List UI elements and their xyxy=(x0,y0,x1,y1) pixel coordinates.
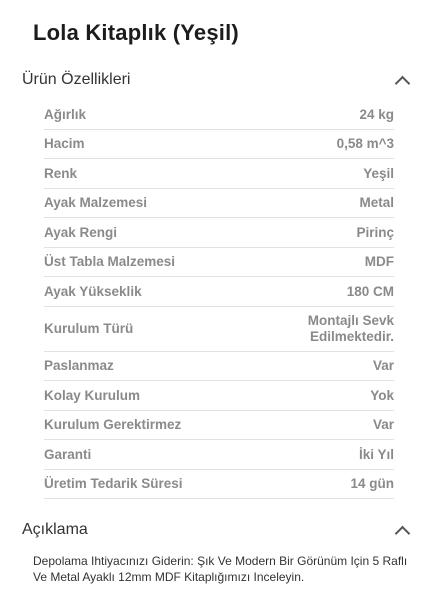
spec-key: Üst Tabla Malzemesi xyxy=(44,254,176,270)
chevron-up-icon[interactable] xyxy=(395,75,411,91)
spec-key: Kurulum Türü xyxy=(44,321,134,336)
spec-key: Ağırlık xyxy=(44,106,87,122)
description-text: Depolama Ihtiyacınızı Giderin: Şık Ve Modern Bir Görünüm Için 5 Raflı Ve Metal Ayaklı 12mm MDF Kitaplığımızı Inceleyin. xyxy=(33,554,408,584)
spec-row xyxy=(44,159,394,189)
spec-row xyxy=(44,248,394,278)
description-section-header[interactable] xyxy=(22,516,412,544)
spec-value: Yok xyxy=(370,387,394,403)
spec-value: Metal xyxy=(359,195,394,211)
spec-key: Ayak Yükseklik xyxy=(44,283,142,299)
spec-value: Pirinç xyxy=(356,224,394,240)
spec-value: 14 gün xyxy=(350,476,394,492)
spec-value: 24 kg xyxy=(359,106,394,122)
description-section-label: Açıklama xyxy=(22,521,88,538)
specs-table xyxy=(44,100,394,499)
spec-row xyxy=(44,130,394,160)
spec-value: Montajlı Sevk Edilmektedir. xyxy=(307,312,394,344)
spec-row xyxy=(44,411,394,441)
spec-row xyxy=(44,440,394,470)
spec-key: Paslanmaz xyxy=(44,358,114,374)
spec-row xyxy=(44,307,394,352)
spec-value: Var xyxy=(372,417,394,433)
spec-value: 180 CM xyxy=(346,283,394,299)
spec-value: 0,58 m^3 xyxy=(336,136,394,152)
spec-key: Renk xyxy=(44,165,78,181)
spec-key: Hacim xyxy=(44,136,85,152)
chevron-up-icon[interactable] xyxy=(395,525,411,541)
spec-value: Var xyxy=(372,358,394,374)
spec-value: Yeşil xyxy=(363,165,394,181)
spec-row xyxy=(44,381,394,411)
spec-row xyxy=(44,218,394,248)
spec-key: Garanti xyxy=(44,446,92,462)
spec-value: İki Yıl xyxy=(358,446,394,462)
spec-key: Kolay Kurulum xyxy=(44,387,141,403)
spec-row xyxy=(44,100,394,130)
spec-row xyxy=(44,277,394,307)
spec-value: MDF xyxy=(364,254,394,270)
spec-key: Ayak Malzemesi xyxy=(44,195,148,211)
spec-key: Kurulum Gerektirmez xyxy=(44,417,182,433)
product-title: Lola Kitaplık (Yeşil) xyxy=(33,20,239,45)
features-section-header[interactable] xyxy=(22,66,412,94)
spec-row xyxy=(44,352,394,382)
spec-key: Üretim Tedarik Süresi xyxy=(44,476,183,492)
spec-row xyxy=(44,189,394,219)
spec-row xyxy=(44,470,394,500)
spec-key: Ayak Rengi xyxy=(44,224,118,240)
features-section-label: Ürün Özellikleri xyxy=(22,71,131,88)
